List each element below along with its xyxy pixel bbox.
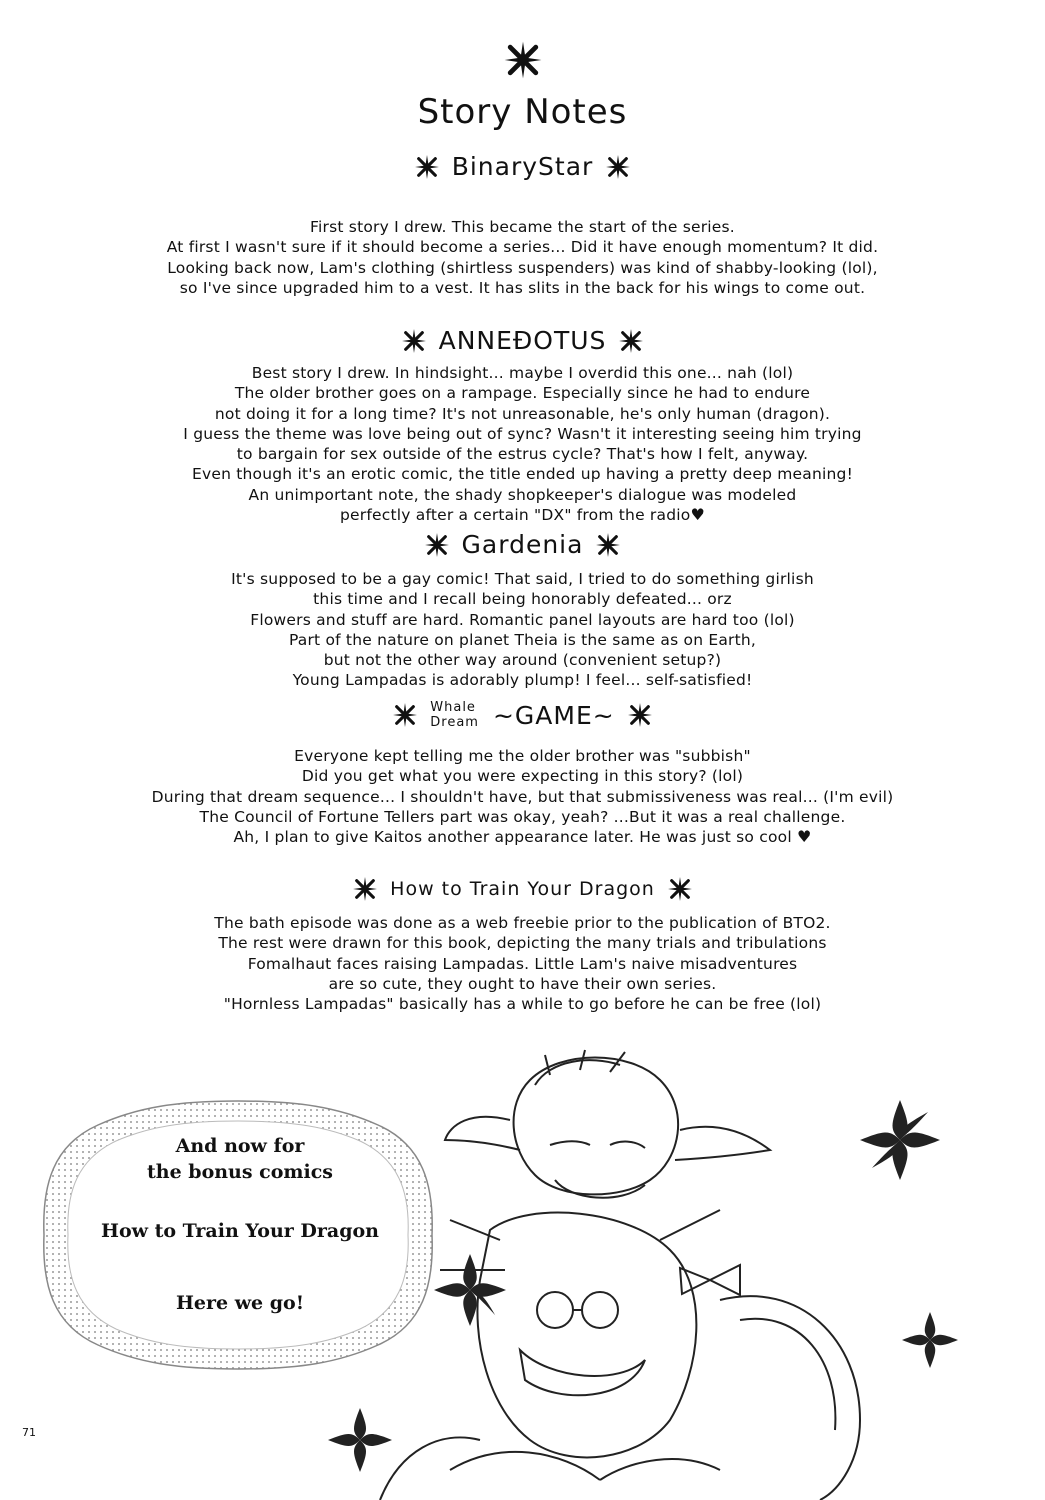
bonus-line-4: Here we go! (175, 1292, 305, 1314)
asterisk-star-icon (618, 328, 644, 354)
asterisk-star-icon (627, 702, 653, 728)
heart-icon: ♥ (796, 827, 812, 847)
section-heading-binarystar: BinaryStar (0, 152, 1045, 181)
section-text-binarystar: First story I drew. This became the start of the series. At first I wasn't sure if it should become a series... Did it have enough momentum? It did. Looking back now, Lam's clothing (shirtless suspenders) was kind of shabby-looking (lol), so I've since upgraded him to a vest. It has slits in the back for his wings to come out. (166, 218, 879, 297)
page-title: Story Notes (417, 92, 628, 132)
bonus-line-1: And now for (175, 1135, 305, 1157)
section-heading-annedotus: ANNEĐOTUS (0, 326, 1045, 355)
asterisk-star-icon (667, 876, 693, 902)
heart-icon: ♥ (690, 505, 705, 525)
section-text-annedotus: Best story I drew. In hindsight... maybe I overdid this one... nah (lol) The older brother goes on a rampage. Especially since he had to endure not doing it for a long time? It's not unreasonable, he's only human (dragon). I guess the theme was love being out of sync? Wasn't it interesting seeing him trying to bargain for sex outside of the estrus cycle? That's how I felt, anyway. Even though it's an erotic comic, the title ended up having a pretty deep meaning! An unimportant note, the shady shopkeeper's dialogue was modeled perfectly after a certain "DX" from the radio♥ (183, 364, 862, 525)
section-text-how-to-train-your-dragon: The bath episode was done as a web freebie prior to the publication of BTO2. The rest were drawn for this book, depicting the many trials and tribulations Fomalhaut faces raising Lampadas. Little Lam's naive misadventures are so cute, they ought to have their own series. "Hornless Lampadas" basically has a while to go before he can be free (lol) (214, 914, 831, 1014)
section-heading-gardenia: Gardenia (0, 530, 1045, 559)
section-heading-whale-dream-game: Whale Dream ~GAME~ (0, 700, 1045, 730)
asterisk-star-icon (414, 154, 440, 180)
bonus-line-2: the bonus comics (146, 1161, 334, 1183)
asterisk-star-icon (605, 154, 631, 180)
asterisk-star-icon (352, 876, 378, 902)
asterisk-star-icon (595, 532, 621, 558)
bonus-line-3: How to Train Your Dragon (101, 1220, 379, 1242)
top-asterisk-star-icon (0, 38, 1045, 86)
page-number: 71 (22, 1426, 36, 1439)
section-text-gardenia: It's supposed to be a gay comic! That said, I tried to do something girlish this time and I recall being honorably defeated... orz Flowers and stuff are hard. Romantic panel layouts are hard too (lol) Part of the nature on planet Theia is the same as on Earth, but not the other way around (convenient setup?) Young Lampadas is adorably plump! I feel... self-satisfied! (231, 570, 814, 690)
asterisk-star-icon (424, 532, 450, 558)
asterisk-star-icon (392, 702, 418, 728)
section-heading-how-to-train-your-dragon: How to Train Your Dragon (0, 876, 1045, 902)
asterisk-star-icon (401, 328, 427, 354)
section-text-whale-dream-game: Everyone kept telling me the older brother was "subbish" Did you get what you were expecting in this story? (lol) During that dream sequence... I shouldn't have, but that submissiveness was real... (I'm evil) The Council of Fortune Tellers part was okay, yeah? ...But it was a real challenge. Ah, I plan to give Kaitos another appearance later. He was just so cool ♥ (151, 747, 894, 847)
